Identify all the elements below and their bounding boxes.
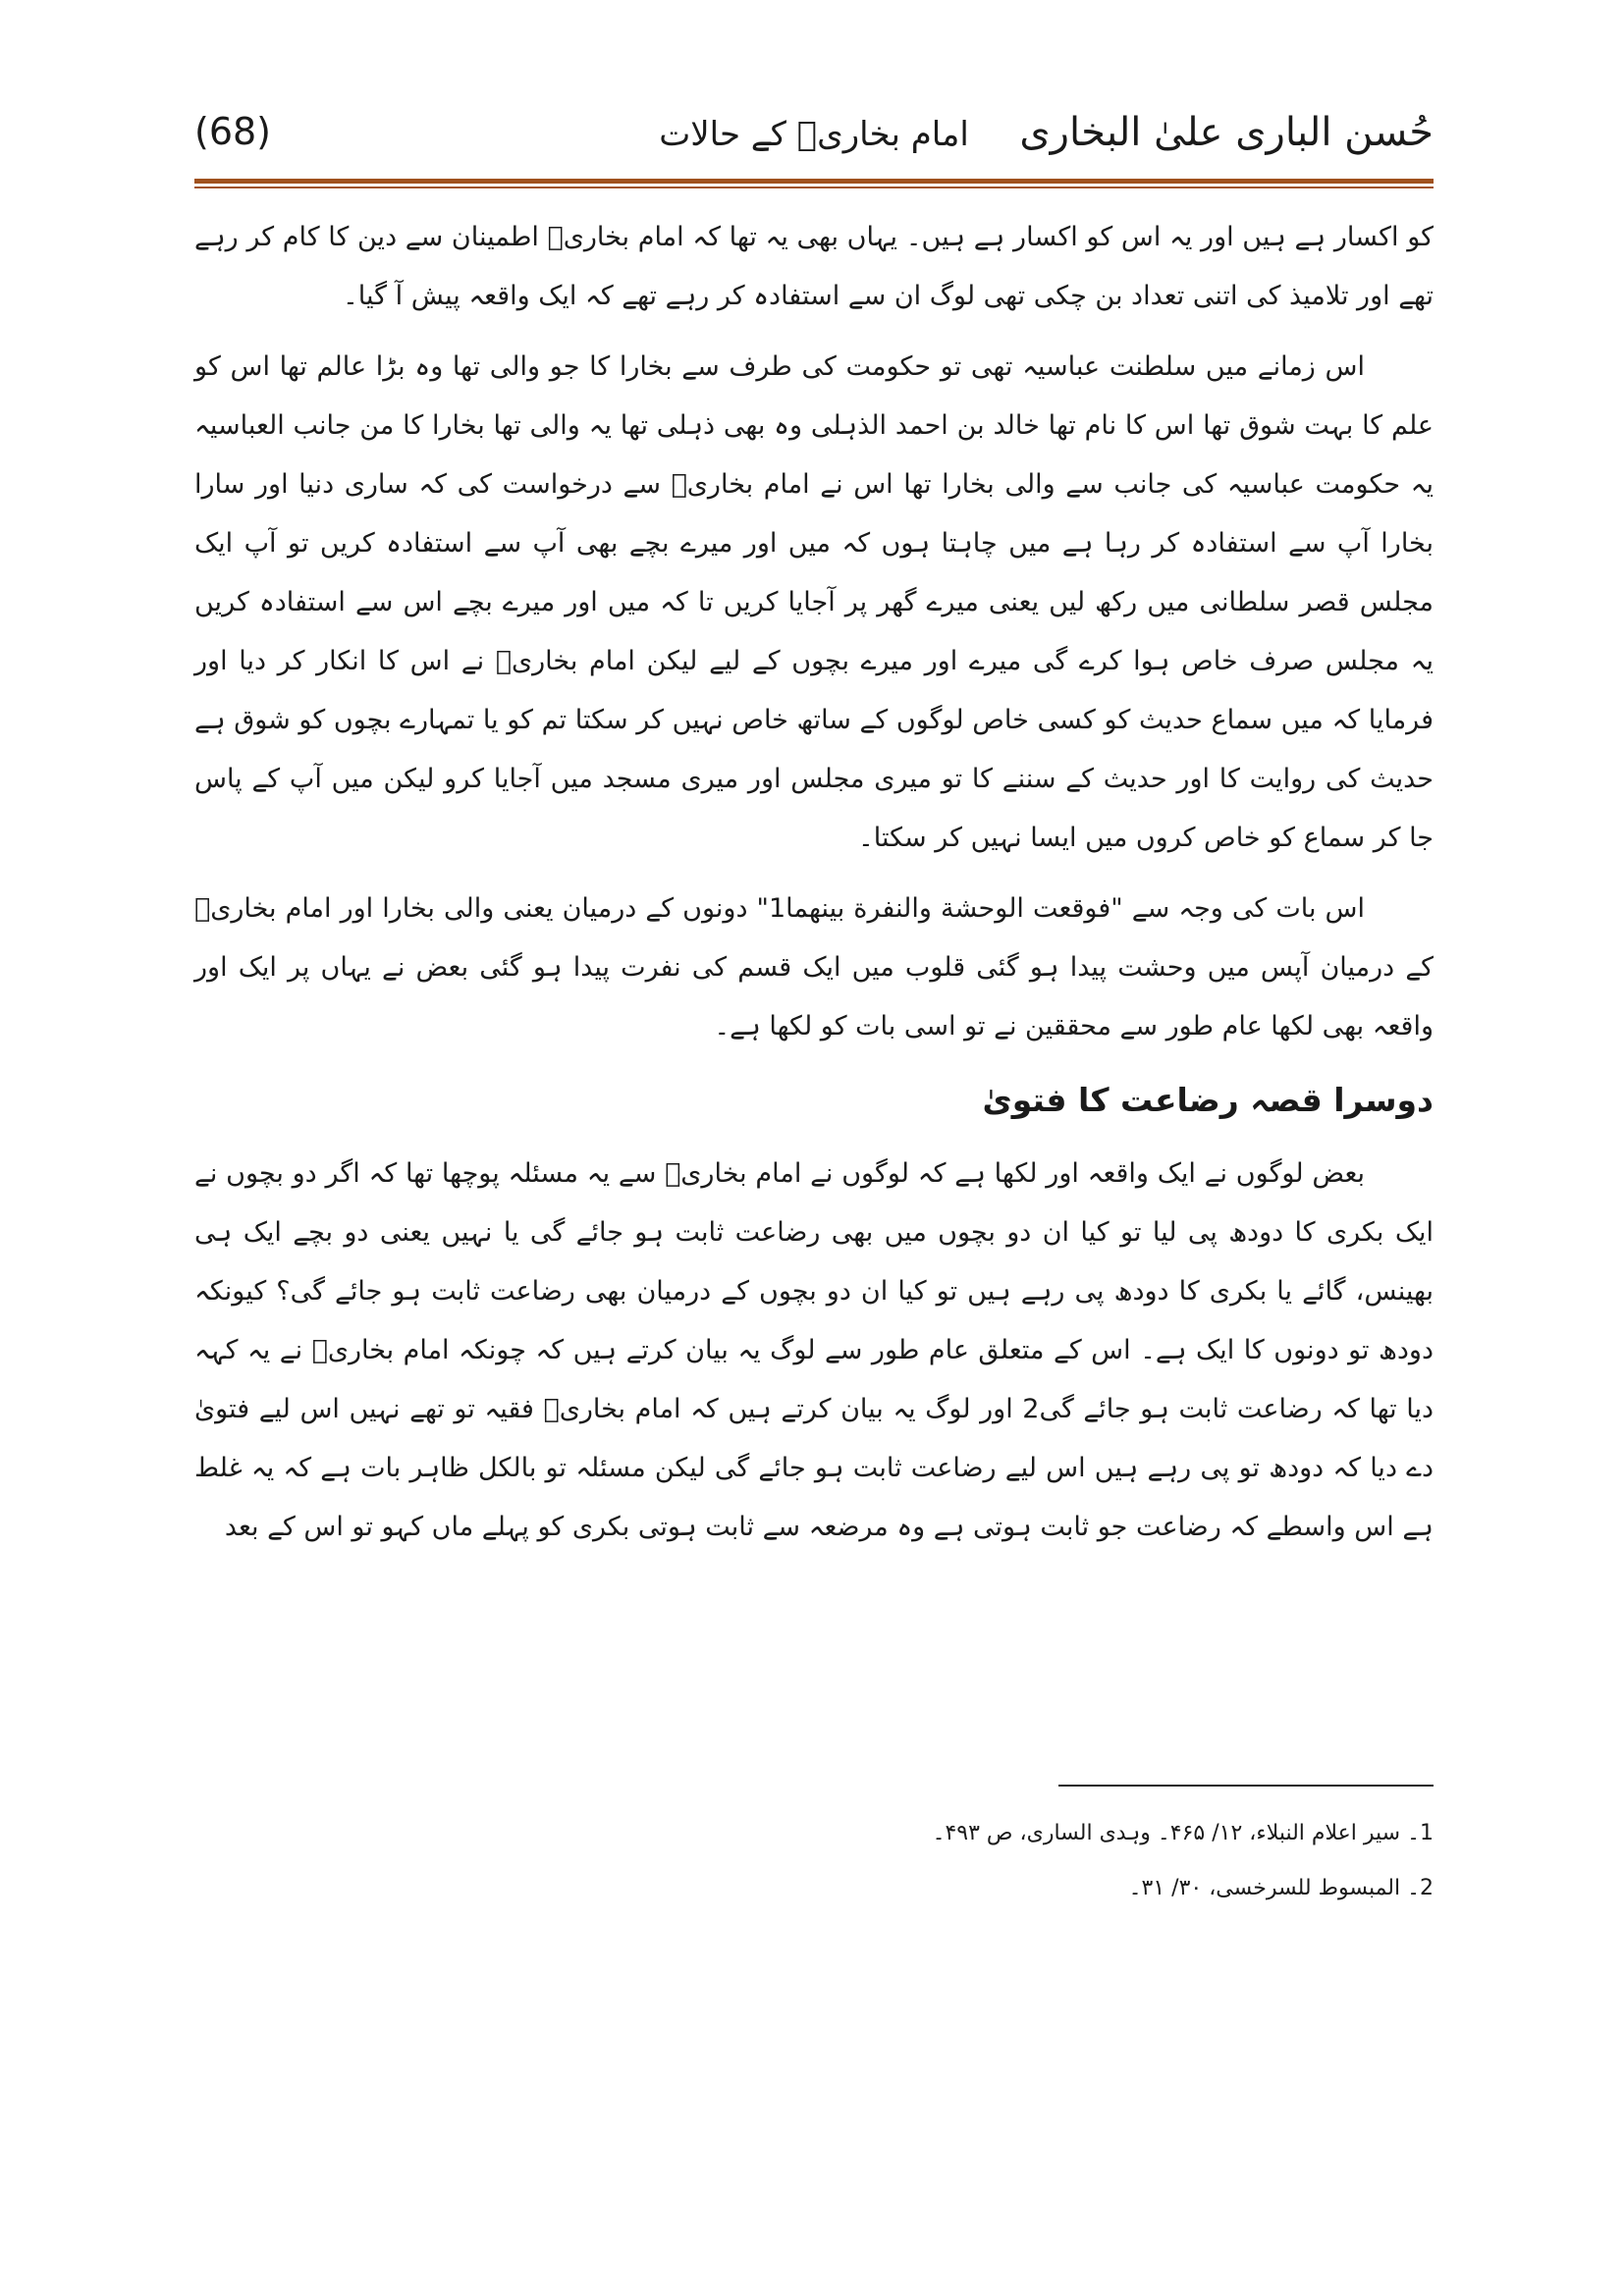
- paragraph-fatwa: بعض لوگوں نے ایک واقعہ اور لکھا ہے کہ لوگوں نے امام بخاریؒ سے یہ مسئلہ پوچھا تھا کہ اگر دو بچوں نے ایک بکری کا دودھ پی لیا تو کیا ان دو بچوں میں بھی رضاعت ثابت ہو جائے گی یا نہیں یعنی دو بچے ایک ہی بھینس، گائے یا بکری کا دودھ پی رہے ہیں تو کیا ان دو بچوں کے درمیان بھی رضاعت ثابت ہو جائے گی؟ کیونکہ دودھ تو دونوں کا ایک ہے۔ اس کے متعلق عام طور سے لوگ یہ بیان کرتے ہیں کہ چونکہ امام بخاریؒ نے یہ کہہ دیا تھا کہ رضاعت ثابت ہو جائے گی2 اور لوگ یہ بیان کرتے ہیں کہ امام بخاریؒ فقیہ تو تھے نہیں اس لیے فتویٰ دے دیا کہ دودھ تو پی رہے ہیں اس لیے رضاعت ثابت ہو جائے گی لیکن مسئلہ تو بالکل ظاہر بات ہے کہ یہ غلط ہے اس واسطے کہ رضاعت جو ثابت ہوتی ہے وہ مرضعہ سے ثابت ہوتی بکری کو پہلے ماں کہو تو اس کے بعد: [194, 1158, 1434, 1542]
- page-number: (68): [194, 110, 272, 153]
- footnote-divider: [1058, 1785, 1434, 1787]
- footnotes: [687, 1806, 1434, 1916]
- footnote: 2۔ المبسوط للسرخسی، ۳۰/ ۳۱۔: [1128, 1876, 1434, 1900]
- paragraph-governor-request: اس زمانے میں سلطنت عباسیہ تھی تو حکومت کی طرف سے بخارا کا جو والی تھا وہ بڑا عالم تھا اس کو علم کا بہت شوق تھا اس کا نام تھا خالد بن احمد الذہلی وہ بھی ذہلی تھا یہ والی تھا بخارا کا من جانب العباسیہ یہ حکومت عباسیہ کی جانب سے والی بخارا تھا اس نے امام بخاریؒ سے درخواست کی کہ ساری دنیا اور سارا بخارا آپ سے استفادہ کر رہا ہے میں چاہتا ہوں کہ میں اور میرے بچے بھی آپ سے استفادہ کریں تو آپ ایک مجلس قصر سلطانی میں رکھ لیں یعنی میرے گھر پر آجایا کریں تا کہ میں اور میرے بچے اس سے استفادہ کریں یہ مجلس صرف خاص ہوا کرے گی میرے اور میرے بچوں کے لیے لیکن امام بخاریؒ نے اس کا انکار کر دیا اور فرمایا کہ میں سماع حدیث کو کسی خاص لوگوں کے ساتھ خاص نہیں کر سکتا تم کو یا تمہارے بچوں کو شوق ہے حدیث کی روایت کا اور حدیث کے سننے کا تو میری مجلس اور میری مسجد میں آجایا کرو لیکن میں آپ کے پاس جا کر سماع کو خاص کروں میں ایسا نہیں کر سکتا۔: [194, 351, 1434, 853]
- book-title: حُسن الباری علیٰ البخاری: [1019, 110, 1434, 155]
- page-body: [194, 208, 1434, 1557]
- paragraph-continued: کو اکسار ہے ہیں اور یہ اس کو اکسار ہے ہیں۔ یہاں بھی یہ تھا کہ امام بخاریؒ اطمینان سے دین کا کام کر رہے تھے اور تلامیذ کی اتنی تعداد بن چکی تھی لوگ ان سے استفادہ کر رہے تھے کہ ایک واقعہ پیش آ گیا۔: [194, 222, 1434, 311]
- chapter-title: امام بخاریؒ کے حالات: [659, 115, 969, 154]
- section-heading: دوسرا قصہ رضاعت کا فتویٰ: [982, 1081, 1434, 1119]
- header-rule-thin: [194, 187, 1434, 188]
- footnote: 1۔ سیر اعلام النبلاء، ۱۲/ ۴۶۵۔ وہدی الساری، ص ۴۹۳۔: [932, 1821, 1434, 1845]
- page-header: [194, 110, 1434, 169]
- paragraph-estrangement: اس بات کی وجہ سے "فوقعت الوحشة والنفرة بينهما1" دونوں کے درمیان یعنی والی بخارا اور امام بخاریؒ کے درمیان آپس میں وحشت پیدا ہو گئی قلوب میں ایک قسم کی نفرت پیدا ہو گئی بعض نے یہاں پر ایک اور واقعہ بھی لکھا عام طور سے محققین نے تو اسی بات کو لکھا ہے۔: [194, 893, 1434, 1041]
- header-rule-thick: [194, 179, 1434, 184]
